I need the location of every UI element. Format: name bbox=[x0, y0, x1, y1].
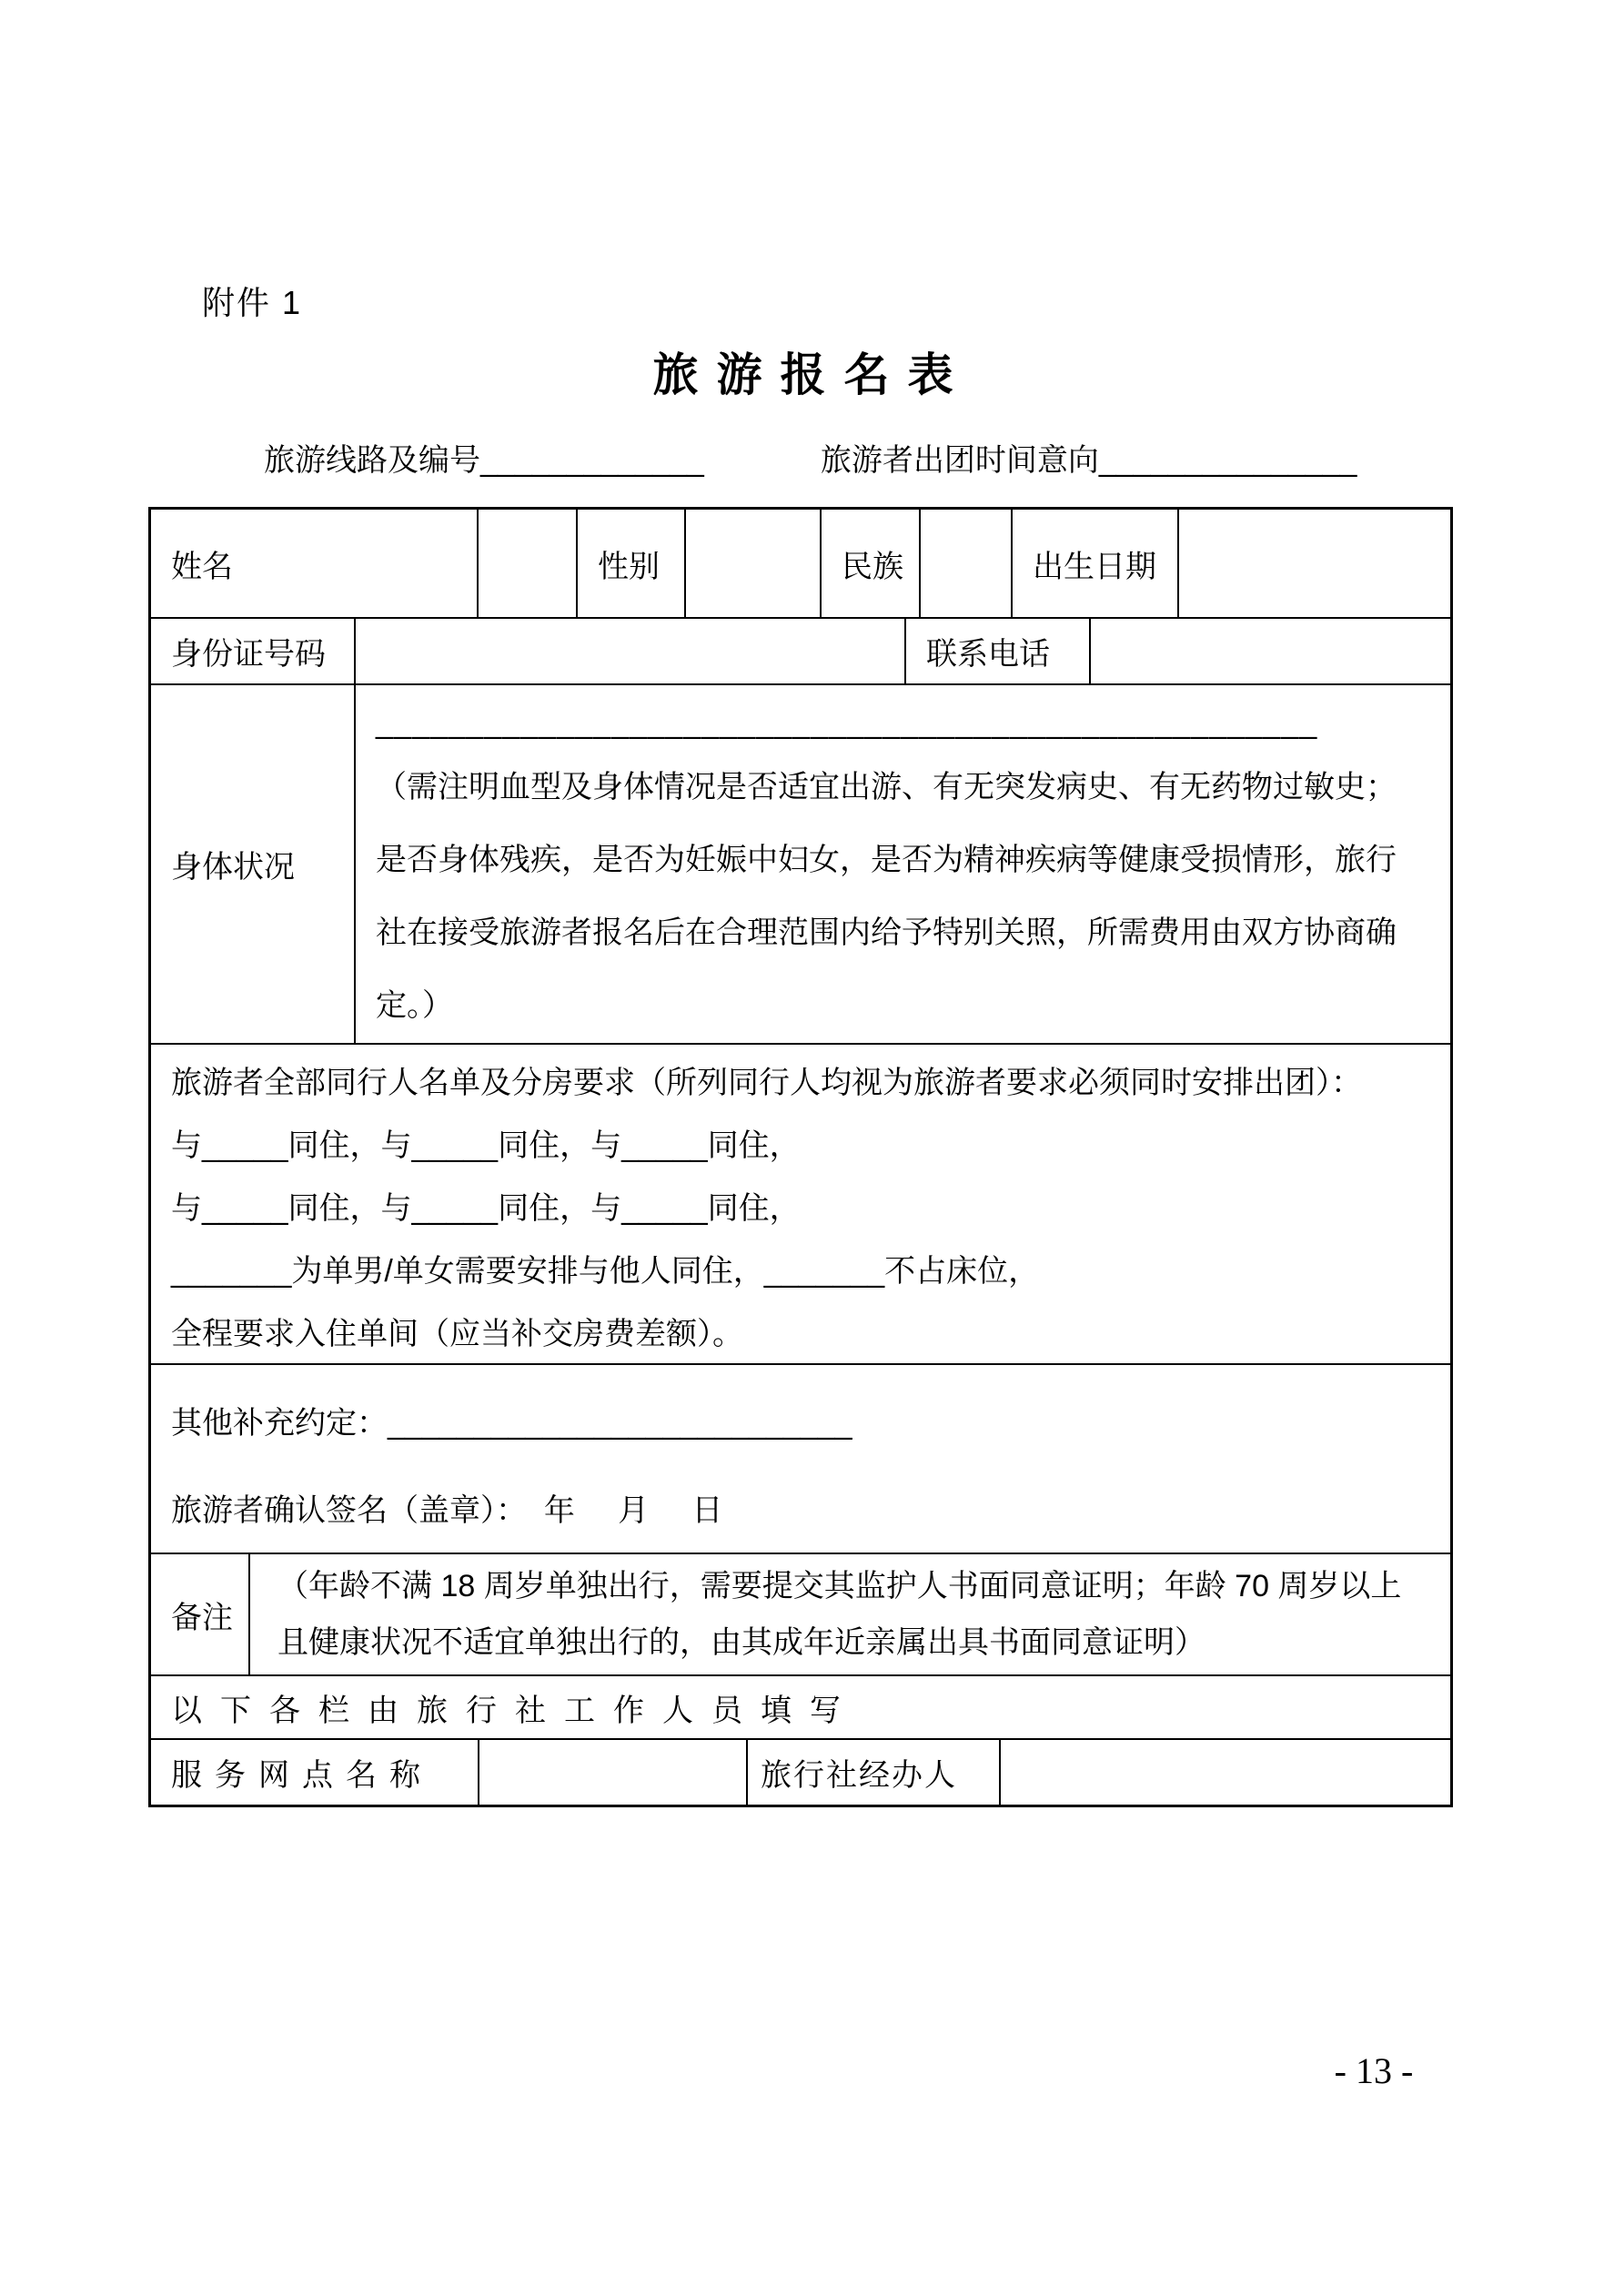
row-staff-header bbox=[151, 1674, 1450, 1738]
remarks-line: 且健康状况不适宜单独出行的，由其成年近亲属出具书面同意证明） bbox=[277, 1625, 1205, 1660]
supplement-cell[interactable] bbox=[151, 1365, 1450, 1553]
service-outlet-value-cell[interactable] bbox=[478, 1740, 746, 1805]
companions-line: 全程要求入住单间（应当补交房费差额）。 bbox=[171, 1317, 743, 1351]
gender-label-cell: 性别 bbox=[576, 510, 684, 617]
supplement-agreement-line: 其他补充约定：___________________________ bbox=[171, 1406, 852, 1441]
form-title: 旅游报名表 bbox=[652, 349, 972, 400]
health-blank-fill-line[interactable]: ____________________________________________________ bbox=[376, 705, 1318, 740]
remarks-line: （年龄不满 18 周岁单独出行，需要提交其监护人书面同意证明；年龄 70 周岁以上 bbox=[277, 1569, 1402, 1603]
health-note-line: 社在接受旅游者报名后在合理范围内给予特别关照，所需费用由双方协商确 bbox=[376, 915, 1397, 950]
name-value-cell[interactable] bbox=[477, 510, 576, 617]
companions-cell[interactable] bbox=[151, 1045, 1450, 1363]
service-outlet-label-cell: 服务网点名称 bbox=[171, 1758, 433, 1793]
row-office bbox=[151, 1738, 1450, 1805]
id-number-label-cell: 身份证号码 bbox=[171, 637, 326, 672]
route-number-field-label: 旅游线路及编号_____________ bbox=[264, 443, 704, 478]
name-label-cell: 姓名 bbox=[171, 549, 233, 584]
staff-fill-header-cell: 以下各栏由旅行社工作人员填写 bbox=[171, 1693, 859, 1728]
health-status-content-cell[interactable] bbox=[354, 685, 1450, 1043]
health-note-line: 是否身体残疾，是否为妊娠中妇女，是否为精神疾病等健康受损情形，旅行 bbox=[376, 843, 1397, 877]
companions-line: _______为单男/单女需要安排与他人同住，_______不占床位， bbox=[171, 1254, 1040, 1289]
birthdate-label-cell: 出生日期 bbox=[1011, 510, 1177, 617]
phone-label-cell: 联系电话 bbox=[904, 619, 1089, 683]
row-remarks bbox=[151, 1553, 1450, 1674]
row-id-phone bbox=[151, 617, 1450, 683]
gender-value-cell[interactable] bbox=[684, 510, 820, 617]
remarks-label-cell: 备注 bbox=[171, 1600, 233, 1635]
ethnicity-label-cell: 民族 bbox=[820, 510, 919, 617]
departure-time-field-label: 旅游者出团时间意向_______________ bbox=[820, 443, 1357, 478]
agent-value-cell[interactable] bbox=[999, 1740, 1450, 1805]
row-companions bbox=[151, 1043, 1450, 1363]
agent-label-cell: 旅行社经办人 bbox=[746, 1740, 999, 1805]
row-supplement bbox=[151, 1363, 1450, 1553]
health-note-line: 定。） bbox=[376, 988, 453, 1023]
remarks-content-cell bbox=[248, 1554, 1450, 1674]
phone-value-cell[interactable] bbox=[1089, 619, 1450, 683]
health-note-line: （需注明血型及身体情况是否适宜出游、有无突发病史、有无药物过敏史； bbox=[376, 770, 1397, 804]
companions-line: 与_____同住，与_____同住，与_____同住， bbox=[171, 1191, 801, 1226]
row-health-status bbox=[151, 683, 1450, 1043]
row-basic-info bbox=[151, 510, 1450, 617]
companions-line: 旅游者全部同行人名单及分房要求（所列同行人均视为旅游者要求必须同时安排出团）： bbox=[171, 1066, 1362, 1100]
birthdate-value-cell[interactable] bbox=[1177, 510, 1450, 617]
page-number: - 13 - bbox=[1334, 2050, 1414, 2091]
health-status-label-cell: 身体状况 bbox=[171, 850, 295, 885]
subtitle-row bbox=[264, 435, 1357, 480]
signature-date-line: 旅游者确认签名（盖章）： 年 月 日 bbox=[171, 1493, 723, 1528]
attachment-label: 附件 1 bbox=[202, 284, 303, 321]
id-number-value-cell[interactable] bbox=[354, 619, 904, 683]
registration-table bbox=[148, 507, 1453, 1807]
companions-line: 与_____同住，与_____同住，与_____同住， bbox=[171, 1128, 801, 1163]
ethnicity-value-cell[interactable] bbox=[919, 510, 1011, 617]
